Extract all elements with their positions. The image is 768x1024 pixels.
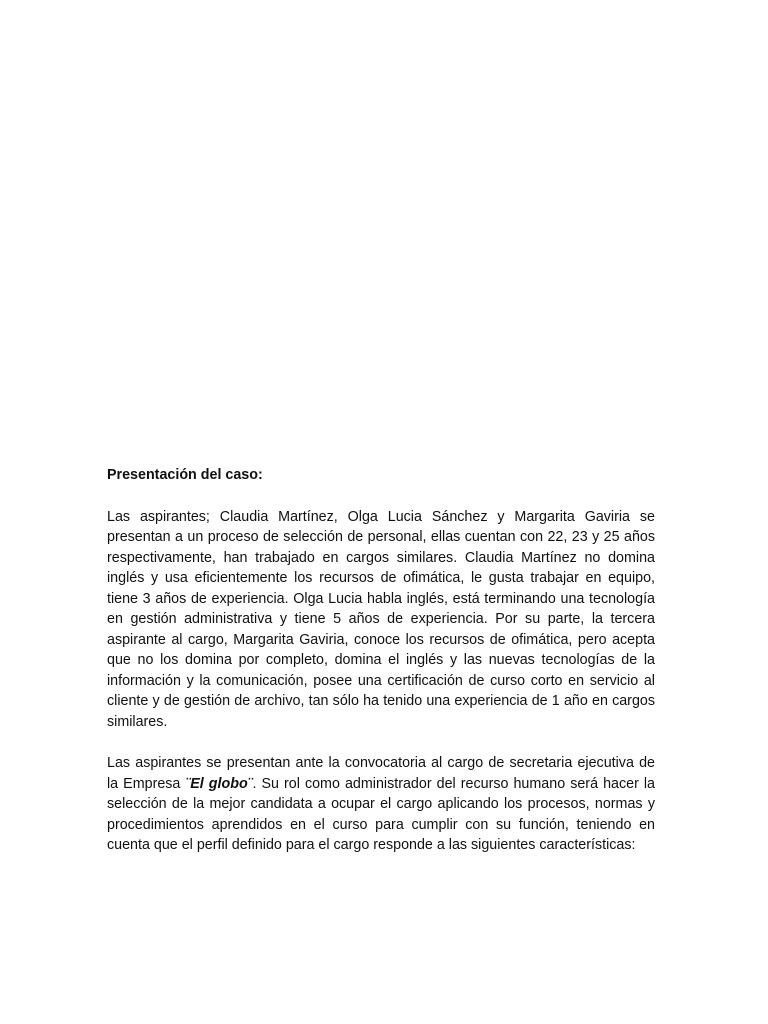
paragraph-2-text-end: . Su rol como administrador del recurso humano será hacer la selección de la mejor candidata a ocupar el cargo aplicando los procesos, normas y procedimientos aprendidos en el curso para cumplir con su función, teniendo en cuenta que el perfil definido para el cargo responde a las siguientes características:: [107, 775, 656, 853]
case-paragraph-2: [107, 753, 655, 856]
document-body: [107, 465, 655, 856]
case-paragraph-1: Las aspirantes; Claudia Martínez, Olga Lucia Sánchez y Margarita Gaviria se presentan a un proceso de selección de personal, ellas cuentan con 22, 23 y 25 años respectivamente, han trabajado en cargos similares. Claudia Martínez no domina inglés y usa eficientemente los recursos de ofimática, le gusta trabajar en equipo, tiene 3 años de experiencia. Olga Lucia habla inglés, está terminando una tecnología en gestión administrativa y tiene 5 años de experiencia. Por su parte, la tercera aspirante al cargo, Margarita Gaviria, conoce los recursos de ofimática, pero acepta que no los domina por completo, domina el inglés y las nuevas tecnologías de la información y la comunicación, posee una certificación de curso corto en servicio al cliente y de gestión de archivo, tan sólo ha tenido una experiencia de 1 año en cargos similares.: [107, 508, 655, 730]
company-name: ¨El globo¨: [185, 775, 253, 792]
paragraph-2-text-start: Las aspirantes se presentan ante la convocatoria al cargo de secretaria ejecutiva de la Empresa: [107, 755, 655, 792]
section-heading: Presentación del caso:: [107, 467, 263, 483]
